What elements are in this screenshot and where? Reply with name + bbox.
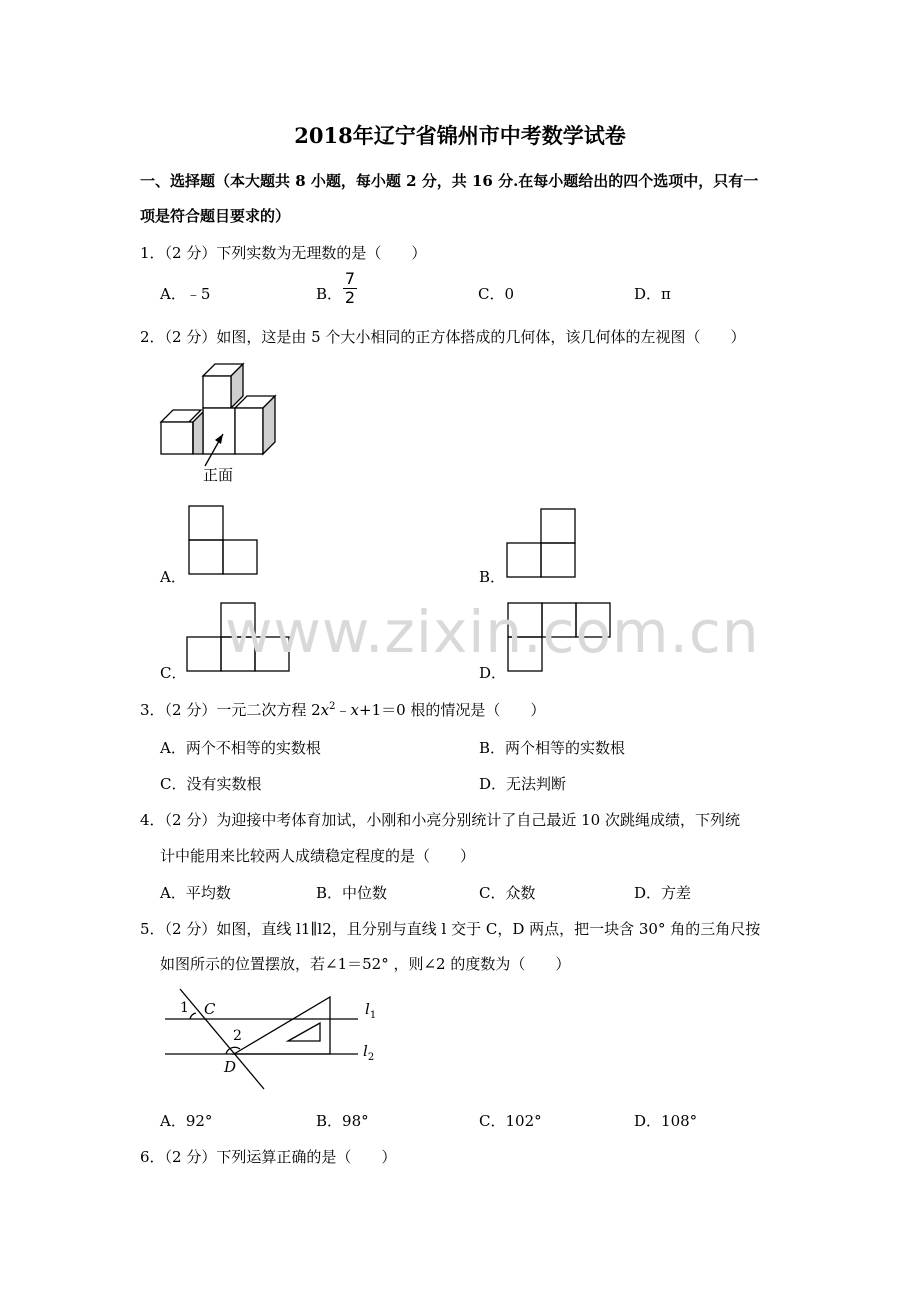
option-b-view (506, 508, 578, 578)
question-2-option-d: D． (479, 664, 507, 682)
question-1-option-b-fraction (343, 271, 357, 306)
question-2-option-a: A． (160, 568, 186, 586)
option-a-view (188, 505, 260, 575)
question-5-stem-line2: 如图所示的位置摆放，若∠1＝52° ，则∠2 的度数为（ ） (160, 955, 571, 973)
stem-text: 3．（2 分）一元二次方程 2 (140, 701, 321, 719)
question-1-stem: 1．（2 分）下列实数为无理数的是（ ） (140, 244, 427, 262)
question-1-option-d: D．π (634, 285, 671, 303)
line-label: l (363, 1042, 368, 1060)
stem-text: +1＝0 根的情况是（ ） (359, 701, 546, 719)
question-3-option-c: C．没有实数根 (160, 775, 262, 793)
question-3-option-b: B．两个相等的实数根 (479, 739, 626, 757)
fraction-numerator: 7 (344, 269, 356, 288)
parallel-lines-triangle-figure (160, 985, 390, 1095)
question-5-stem-line1: 5．（2 分）如图，直线 l1∥l2，且分别与直线 l 交于 C，D 两点，把一块含 30° 角的三角尺按 (140, 920, 761, 938)
question-4-stem-line2: 计中能用来比较两人成绩稳定程度的是（ ） (160, 847, 476, 865)
angle-1-label: 1 (180, 1000, 189, 1016)
point-d-label: D (224, 1058, 237, 1076)
question-3-option-d: D．无法判断 (479, 775, 567, 793)
question-4-stem-line1: 4．（2 分）为迎接中考体育加试，小刚和小亮分别统计了自己最近 10 次跳绳成绩，下列统 (140, 811, 740, 829)
question-2-stem: 2．（2 分）如图，这是由 5 个大小相同的正方体搭成的几何体，该几何体的左视图（ ） (140, 328, 746, 346)
question-1-option-a: A．﹣5 (160, 285, 211, 303)
question-2-option-b: B． (479, 568, 506, 586)
question-5-option-d: D．108° (634, 1112, 698, 1130)
front-label: 正面 (203, 466, 234, 484)
question-5-option-a: A．92° (160, 1112, 213, 1130)
line-label-subscript: 1 (369, 1010, 377, 1021)
variable-x: x (350, 701, 359, 719)
point-c-label: C (204, 1000, 216, 1018)
fraction-denominator: 2 (344, 288, 356, 307)
question-1-option-b-label: B． (316, 285, 343, 303)
angle-1-arc (190, 1013, 196, 1019)
minus-sign: ﹣ (335, 701, 351, 719)
question-3-stem (140, 699, 545, 720)
angle-2-label: 2 (233, 1028, 242, 1044)
section-heading-line1: 一、选择题（本大题共 8 小题，每小题 2 分，共 16 分.在每小题给出的四个选项中，只有一 (140, 172, 759, 190)
question-3-option-a: A．两个不相等的实数根 (160, 739, 321, 757)
page-title: 2018年辽宁省锦州市中考数学试卷 (294, 123, 626, 148)
question-5-option-b: B．98° (316, 1112, 369, 1130)
question-4-option-a: A．平均数 (160, 884, 231, 902)
section-heading-line2: 项是符合题目要求的） (140, 207, 291, 225)
line-l1-label (365, 1000, 376, 1021)
line-l (180, 989, 264, 1089)
question-4-option-c: C．众数 (479, 884, 536, 902)
triangle-ruler-inner (288, 1023, 320, 1041)
exponent: 2 (329, 701, 336, 712)
watermark: www.zixin.com.cn (225, 598, 760, 666)
question-4-option-d: D．方差 (634, 884, 692, 902)
line-l2-label (363, 1042, 374, 1063)
line-label: l (365, 1000, 370, 1018)
line-label-subscript: 2 (367, 1052, 375, 1063)
question-4-option-b: B．中位数 (316, 884, 388, 902)
question-1-option-c: C．0 (478, 285, 515, 303)
question-6-stem: 6．（2 分）下列运算正确的是（ ） (140, 1148, 397, 1166)
question-2-option-c: C． (160, 664, 187, 682)
variable-x: x (320, 701, 330, 719)
question-5-option-c: C．102° (479, 1112, 542, 1130)
